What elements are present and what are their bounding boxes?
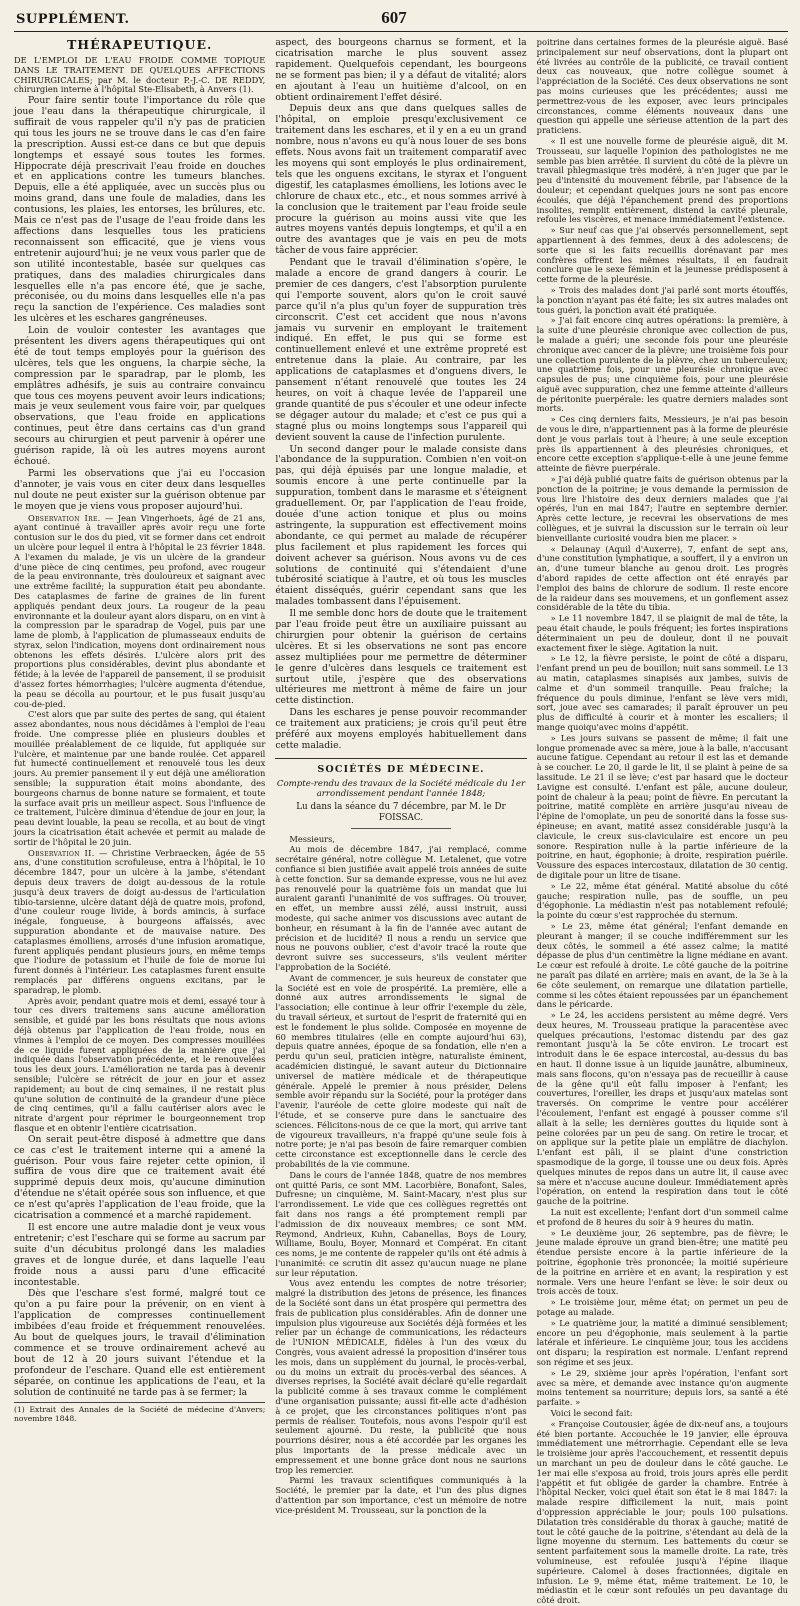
paragraph: » Le quatrième jour, la matité a diminué sensiblement; encore un peu d'égophonie, mais seulement à la partie latérale et inférieure. Le cinquième jour, tous les accidens ont disparu; la respiration est normale. L'enfant reprend son régime et ses jeux. [536, 1317, 788, 1367]
paragraph: aspect, des bourgeons charnus se forment, et la cicatrisation marche le plus souvent assez rapidement. Quelquefois cependant, les bourgeons ne se forment pas bien; il y a défaut de vitalité; alors en ajoutant à l'eau un huitième d'alcool, on en obtient ordinairement l'effet désiré. [275, 37, 527, 103]
paragraph: La nuit est excellente; l'enfant dort d'un sommeil calme et profond de 8 heures du soir à 9 heures du matin. [536, 1207, 788, 1227]
paragraph: » Sur neuf cas que j'ai observés personnellement, sept appartiennent à des femmes, deux à des adolescens; de sorte que si les faits recueillis dorénavant par mes confrères offrent les mêmes résultats, il en faudrait conclure que le sexe féminin et la jeunesse prédisposent à cette forme de la pleurésie. [536, 225, 788, 285]
page-number: 607 [381, 8, 407, 27]
paragraph: » Ces cinq derniers faits, Messieurs, je n'ai pas besoin de vous le dire, n'appartiennent pas à la forme de pleurésie dont je vous parlais tout à l'heure; à une seule exception près ils appartiennent à des pleurésies chroniques, et encore cette exception s'applique-t-elle à une jeune femme atteinte de fièvre puerpérale. [536, 414, 788, 474]
paragraph: » Le deuxième jour, 26 septembre, pas de fièvre; le jeune malade éprouve un grand bien-être; une matité peu étendue persiste encore à la partie inférieure de la poitrine, égophonie très prononcée; la moitié supérieure de la poitrine en arrière et en avant; la respiration y est normale. Vers une heure l'enfant se lève: le soir deux ou trois accès de toux. [536, 1227, 788, 1297]
paragraph: » Les jours suivans se passent de même; il fait une longue promenade avec sa mère, joue à la balle, n'accusant aucune fatigue. Cependant au retour il est las et demande à se coucher. Le 20, il garde le lit, il se plaint à peine de sa lassitude. Le 21 il se lève; c'est par hasard que le docteur Lavigne est consulté. L'enfant est pâle, aucune douleur, point de chaleur à la peau; point de fièvre. En percutant la poitrine, matité complète en arrière jusqu'au niveau de l'épine de l'omoplate, un peu de sonorité dans la fosse sus-épineuse; en avant, matité assez considérable jusqu'à la clavicule, le creux sus-claviculaire est encore un peu sonore. Respiration nulle à la partie inférieure de la poitrine, en haut, égophonie; à droite, respiration puérile. Voussure des espaces intercostaux, dilatation de 30 centig. de digitale pour un litre de tisane. [536, 732, 788, 880]
observation-2 [14, 849, 265, 996]
column-1 [14, 37, 266, 1424]
observation-1 [14, 514, 265, 710]
paragraph: Dans le cours de l'année 1848, quatre de nos membres ont quitté Paris, ce sont MM. Lacorbière, Bonafont, Sales, Dufresne; un cinquième, M. Saint-Macary, n'est plus sur l'arrondissement. Le vide que ces collègues regrettés ont fait dans nos rangs a été promptement rempli par l'admission de dix nouveaux membres; ce sont MM. Reymond, Andrieux, Kuhn, Cabanellas, Boys de Loury, Williame, Boulu, Boyer, Monnard et Compérat. En citant ces noms, je me contente de rappeler qu'ils ont été admis à l'unanimité: ce scrutin dit assez qu'aucun nuage ne plane sur leur réputation. [275, 1169, 527, 1278]
paragraph: Voici le second fait: [550, 1407, 633, 1418]
paragraph: » Le 22, même état général. Matité absolue du côté gauche; respiration nulle, pas de souffle, un peu d'égophonie. La médiastin n'est pas notablement refoulé; la pointe du cœur s'est rapprochée du sternum. [536, 880, 788, 921]
society-title: SOCIÉTÉS DE MÉDECINE. [317, 763, 485, 775]
paragraph: Parmi les travaux scientifiques communiqués à la Société, le premier par la date, et l'un des plus dignes d'attention par son importance, c'est un mémoire de notre vice-président M. Trousseau, sur la ponction de la [275, 1475, 527, 1515]
observation-text: — Jean Vingerhoets, âgé de 21 ans, ayant continué à travailler après avoir reçu une forte contusion sur le dos du pied, vit se former dans cet endroit un ulcère pour lequel il entra à l'hôpital le 23 février 1848. A l'examen du malade, je vis un ulcère de la grandeur d'une pièce de cinq centimes, peu profond, avec rougeur de la peau environnante, très douloureux et saignant avec une extrême facilité; la suppuration était peu abondante. Des cataplasmes de farine de graines de lin furent appliqués pendant deux jours. La rougeur de la peau environnante et la douleur ayant alors disparu, on en vint à la compression par le sparadrap de Vogel, puis par une lame de plomb, à l'application de plumasseaux enduits de styrax, selon l'indication, moyens dont ordinairement nous obtenons les effets désirés. L'ulcère alors prit des proportions plus considérables, devint plus abondante et fétide; à la levée de l'appareil de pansement, il se produisit d'assez fortes hémorrhagies; l'ulcère augmenta d'étendue, la peau se décolla au pourtour, et le pus fusait jusqu'au cou-de-pied. [14, 512, 266, 709]
paragraph: Parmi les observations que j'ai eu l'occasion d'annoter, je vais vous en citer deux dans lesquelles nul doute ne peut exister sur la guérison obtenue par le moyen que je viens vous proposer aujourd'hui. [14, 467, 266, 512]
society-subtitle: Compte-rendu des travaux de la Société médicale du 1er arrondissement pendant l'année 1848; [276, 778, 526, 799]
footnote: (1) Extrait des Annales de la Société de médecine d'Anvers; novembre 1848. [14, 1402, 265, 1423]
paragraph: » Le 29, sixième jour après l'opération, l'enfant sort avec sa mère, et demande avec instance qu'on augmente moins tentement sa nourriture; depuis lors, sa santé a été parfaite. » [536, 1367, 788, 1408]
paragraph: Dans les eschares je pense pouvoir recommander ce traitement aux praticiens; je crois qu'il peut être préféré aux moyens employés habituellement dans cette maladie. [275, 707, 527, 751]
section-divider [275, 758, 526, 759]
observation-text: — Christine Verbraecken, âgée de 55 ans, d'une constitution scrofuleuse, entra à l'hôpital, le 10 décembre 1847, pour un ulcère à la jambe, s'étendant depuis deux travers de doigt au-dessous de la rotule jusqu'à deux travers de doigt au-dessus de l'articulation tibio-tarsienne, ulcère datant déjà de quatre mois, profond, d'une couleur rouge livide, à bords amincis, à surface inégale, fongueuse, à bourgeons affaissés, avec suppuration abondante et de mauvaise nature. Des cataplasmes émolliens, arrosés d'une infusion aromatique, furent appliqués pendant plusieurs jours, en même temps que l'iodure de potassium et l'huile de foie de morue lui furent donnés à l'intérieur. Les cataplasmes furent ensuite remplacés par différens onguens excitans, par le sparadrap, le plomb. [14, 847, 266, 995]
paragraph: Après avoir, pendant quatre mois et demi, essayé tour à tour ces divers traitemens sans aucune amélioration sensible, et guidé par les bons résultats que nous avions déjà obtenus par l'application de l'eau froide, nous en vînmes à l'emploi de ce moyen. Des compresses mouillées de ce liquide furent appliquées de la manière que j'ai indiquée dans l'observation précédente, et le renouvelées tous les deux jours. L'amélioration ne tarda pas à devenir sensible; l'ulcère se rétrécit de jour en jour et assez rapidement; au bout de cinq semaines, il ne restait plus qu'une solution de continuité de la grandeur d'une pièce de cinq centimes, qu'il a fallu cautériser alors avec le nitrate d'argent pour réprimer le bourgeonnement trop flasque et en obtenir l'entière cicatrisation. [14, 995, 266, 1133]
observation-lead: Observation II. [28, 847, 95, 858]
paragraph: Depuis deux ans que dans quelques salles de l'hôpital, on emploie presqu'exclusivement ce traitement dans les eschares, et il y en a eu un grand nombre, nous n'avons eu qu'à nous louer de ses bons effets. Nous avons fait un traitement comparatif avec les moyens qui sont employés le plus ordinairement, tels que les onguens excitans, le styrax et l'onguent digestif, les cataplasmes émolliens, les lotions avec le chlorure de chaux etc., etc., et nous sommes arrivé à la conclusion que le traitement par l'eau froide seule procure la guérison au moins aussi vite que les autres moyens vantés depuis longtemps, et qu'il a en outre des avantages que je vais en peu de mots tâcher de vous faire apprécier. [275, 103, 527, 257]
paragraph: Au mois de décembre 1847, j'ai remplacé, comme secrétaire général, notre collègue M. Letalenet, que votre confiance si bien justifiée avait appelé trois années de suite à cette fonction. Sur sa demande expresse, vous ne lui avez pas renouvelé pour la quatrième fois un mandat que lui auraient garanti l'unanimité de vos suffrages. Où trouver, en effet, un membre aussi zélé, aussi instruit, aussi modeste, qui sache animer vos discussions avec autant de bonheur, en résumant à la fin de l'année avec autant de précision et de lucidité? Il nous a rendu un service que nous ne pouvons oublier, c'est d'avoir tracé la route que devront suivre ses successeurs, s'ils veulent mériter l'approbation de la Société. [275, 844, 527, 972]
paragraph: » Le 12, la fièvre persiste, le point de côté a disparu, l'enfant prend un peu de bouillon; nuit sans sommeil. Le 13 au matin, cataplasmes sinapisés aux jambes, suivis de calme et d'un sommeil tranquille. Peau fraîche; la fréquence du pouls diminue, l'enfant se lève vers midi, sort, joue avec ses camarades; il paraît éprouver un peu plus de difficulté à courir et à monter les escaliers; il mange quoiqu'avec moins d'appétit. [536, 653, 788, 732]
paragraph: Pour faire sentir toute l'importance du rôle que joue l'eau dans la thérapeutique chirurgicale, il suffirait de vous rappeler qu'il n'y pas de praticien qui tous les jours ne se trouve dans le cas d'en faire la prescription. Aussi est-ce dans ce but que depuis longtemps et essayé sous toutes les formes. Hippocrate déjà prescrivait l'eau froide en douches et en applications contre les tumeurs blanches. Depuis, elle a été appliquée, avec un succès plus ou moins grand, dans une foule de maladies, dans les contusions, les plaies, les entorses, les brûlures, etc. Mais ce n'est pas de l'usage de l'eau froide dans les affections dans lesquelles tous les praticiens reconnaissent son efficacité, que je viens vous entretenir aujourd'hui; je ne veux vous parler que de son utilité incontestable, basée sur quelques cas pratiques, dans des maladies chirurgicales dans lesquelles elle n'a pas encore été, que je sache, préconisée, ou du moins dans lesquelles elle n'a pas reçu la sanction de l'expérience. Ces maladies sont les ulcères et les eschares gangréneuses. [14, 95, 266, 325]
paragraph: » J'ai déjà publié quatre faits de guérison obtenus par la ponction de la poitrine; je vous demande la permission de vous lire l'histoire des deux derniers malades que j'ai opérés, l'un en mai 1847; l'autre en septembre dernier. Après cette lecture, je recevrai les observations de mes collègues, et je suivrai la discussion sur le terrain où leur bienveillante curiosité voudra bien me placer. » [536, 474, 788, 543]
paragraph: Messieurs, [289, 833, 336, 844]
observation-lead: Observation Ire. [28, 512, 101, 523]
paragraph: » Trois des malades dont j'ai parlé sont morts étouffés, la ponction n'ayant pas été faite; les six autres malades ont tous guéri, la ponction avait été pratiquée. [536, 284, 788, 315]
short-divider [351, 828, 452, 829]
paragraph: » Le troisième jour, même état; on permet un peu de potage au malade. [536, 1297, 788, 1317]
supplement-label: SUPPLÉMENT. [16, 12, 130, 27]
article-title: DE L'EMPLOI DE L'EAU FROIDE COMME TOPIQUE DANS LE TRAITEMENT DE QUELQUES AFFECTIONS CHIRURGICALES; par M. le docteur P.-J.-C. DE REDDY, chirurgien interne à l'hôpital Ste-Elisabeth, à Anvers (1). [14, 54, 266, 95]
paragraph: « Delaunay (Aquil d'Auxerre), 7, enfant de sept ans, d'une constitution lymphatique, a souffert, il y a environ un an, d'une tumeur blanche au genou droit. Les progrès d'abord rapides de cette affection ont été enrayés par l'emploi des bains de chlorure de sodium. Il reste encore de la raideur dans ses mouvemens, et un gonflement assez considérable de la tête du tibia. [536, 543, 788, 613]
paragraph: poitrine dans certaines formes de la pleurésie aiguë. Basé principalement sur neuf observations, dont la plupart ont été livrées au contrôle de la publicité, ce travail contient deux cas nouveaux, que notre collègue soumet à l'appréciation de la Société. Ces deux observations ne sont pas moins curieuses que les précédentes; aussi me permettrez-vous de les exposer, avec leurs principales circonstances, comme éléments nouveaux dans une question qui appelle une sérieuse attention de la part des praticiens. [536, 37, 788, 136]
column-3 [536, 37, 788, 1606]
paragraph: Vous avez entendu les comptes de notre trésorier; malgré la distribution des jetons de présence, les finances de la Société sont dans un état prospère qui permettra des frais de publication plus considérables. Afin de donner une impulsion plus vigoureuse aux Sociétés déjà formées et les relier par un échange de communications, les rédacteurs de l'UNION MÉDICALE, fidèles à l'un des vœux du Congrès, vous avaient adressé la proposition d'insérer tous les mois, dans un supplément du journal, le procès-verbal, ou du moins un extrait du procès-verbal des séances. A diverses reprises, la Société avait déclaré qu'elle regardait la publicité comme à ses travaux comme le complément d'une organisation puissante; aussi fit-elle acte d'adhésion à ce projet, que les circonstances politiques n'ont pas permis de réaliser. Toutefois, nous avons l'espoir qu'il est seulement ajourné. Du reste, la publicité que nous pourrions désirer, nous a été accordée par les organes les plus importants de la presse médicale avec un empressement et une bonne grâce dont nous ne saurions trop les remercier. [275, 1278, 527, 1475]
paragraph: Avant de commencer, je suis heureux de constater que la Société est en voie de prospérité. La première, elle a donné aux autres arrondissements le signal de l'association; elle continue à leur offrir l'exemple du zèle, du travail sérieux, et surtout de l'esprit de fraternité qui en est le fondement le plus solide. Composée en moyenne de 60 membres titulaires (elle en compte aujourd'hui 63), depuis quatre années, époque de sa fondation, elle n'en a perdu qu'un seul, praticien intègre, naturaliste éminent, académicien distingué, le savant auteur du Dictionnaire universel de matière médicale et de thérapeutique générale. Appelé le premier à nous présider, Delens semble avoir répandu sur la Société, pour la protéger dans l'avenir, l'auréole de cette gloire modeste qui naît de l'étude, et se conserve pure dans le sanctuaire des sciences. Félicitons-nous de ce que la mort, qui arrive tant de vigoureux travailleurs, n'a frappé qu'une seule fois à notre porte; je n'ai pas besoin de faire remarquer combien cette circonstance est exceptionnelle dans le cercle des probabilités de la vie commune. [275, 972, 527, 1169]
paragraph: » Le 23, même état général; l'enfant demande en pleurant à manger; il se couche indifféremment sur les deux côtés, le sommeil a été assez calme; la matité dépasse de plus d'un centimètre la ligne médiane en avant. Le cœur est refoulé à droite. Le côté gauche de la poitrine ne paraît pas dilaté en arrière; mais en avant, de la 3e à la 6e côte seulement, on remarque une dilatation partielle, comme si les côtes étaient repoussées par un épanchement dans le péricarde. [536, 920, 788, 1010]
paragraph: » Le 11 novembre 1847, il se plaignit de mal de tête, la peau était chaude, le pouls fréquent; les fortes inspirations déterminaient un peu de douleur, dont il ne pouvait exactement fixer le siège. Agitation la nuit. [536, 613, 788, 653]
section-title: THÉRAPEUTIQUE. [66, 37, 213, 52]
paragraph: C'est alors que par suite des pertes de sang, qui étaient assez abondantes, nous nous décidâmes à l'emploi de l'eau froide. Une compresse pliée en plusieurs doubles et mouillée préalablement de ce liquide, fut appliquée sur l'ulcère, et maintenue par une bande roulée. Cet appareil fut humecté continuellement et renouvelé tous les deux jours. Au premier pansement il y eut déjà une amélioration sensible; la suppuration était moins abondante, des bourgeons charnus de bonne nature se formaient, et toute la surface avait pris un meilleur aspect. Sous l'influence de ce traitement, l'ulcère diminua d'étendue de jour en jour, la peau devint louable, la peau se recolla, et au bout de vingt jours la cicatrisation était achevée et permit au malade de sortir de l'hôpital le 20 juin. [14, 709, 266, 847]
paragraph: « Il est une nouvelle forme de pleurésie aiguë, dit M. Trousseau, sur laquelle l'opinion des pathologistes ne me semble pas bien arrêtée. Il survient du côté de la plèvre un travail phlegmasique très modéré, à n'en juger que par le peu d'intensité du mouvement fébrile, par l'absence de la douleur; et cependant quelques jours ne sont pas encore écoulés, que déjà l'épanchement prend des proportions insolites, remplit entièrement, distend la cavité pleurale, refoule les viscères, et menace immédiatement l'existence. [536, 135, 788, 225]
paragraph: On serait peut-être disposé à admettre que dans ce cas c'est le traitement interne qui a amené la guérison. Pour vous faire rejeter cette opinion, il suffira de vous dire que ce traitement avait été supprimé depuis deux mois, qu'aucune diminution d'étendue ne s'était opérée sous son influence, et que ce n'est qu'après l'application de l'eau froide, que la cicatrisation a commencé et a marché rapidement. [14, 1133, 266, 1222]
society-date: Lu dans la séance du 7 décembre, par M. le Dr FOISSAC. [296, 801, 506, 823]
paragraph: » J'ai fait encore cinq autres opérations: la première, à la suite d'une pleurésie chronique avec collection de pus, le malade a guéri; une seconde fois pour une pleurésie chronique avec cancer de la plèvre; une troisième fois pour une collection purulente de la plèvre, chez un tuberculeux; une quatrième fois, pour une pleurésie chronique avec capsules de pus; une cinquième fois, pour une pleurésie aiguë avec suppuration, chez une femme atteinte d'ailleurs de péritonite puerpérale: les quatre derniers malades sont morts. [536, 315, 788, 414]
columns [14, 37, 788, 1606]
paragraph: Il est encore une autre maladie dont je veux vous entretenir; c'est l'eschare qui se forme au sacrum par suite d'un décubitus prolongé dans les maladies graves et de longue durée, et dans laquelle l'eau froide nous a aussi paru d'une efficacité incontestable. [14, 1221, 266, 1288]
running-head [14, 8, 788, 32]
paragraph: « Françoise Coutousier, âgée de dix-neuf ans, a toujours été bien portante. Accouchée le 19 janvier, elle éprouva immédiatement une métrorrhagie. Cependant elle se leva le troisième jour après l'accouchement, et ressentit depuis un marchant un peu de douleur dans le côté gauche. Le 1er mai elle s'exposa au froid, trois jours après elle perdit l'appétit et fut obligée de garder la chambre. Entrée à l'hôpital Necker, voici quel était son état le 8 mai 1847: la malade respire difficilement la nuit, mais point d'oppression appréciable le jour; pouls 100 pulsations. Dilatation très considérable du thorax à gauche; matité de tout le côté gauche de la poitrine, s'étendant au delà de la ligne moyenne du sternum. Les battements du cœur se sentent parfaitement sous la mamelle droite. La rate, très volumineuse, est refoulée jusqu'à l'épine iliaque supérieure. Calomel à doses fractionnées, digitale en infusion. Le 9, même état, même traitement. Le 10, le médiastin et le cœur sont refoulés un peu davantage du côté droit. [536, 1418, 788, 1606]
paragraph: Il me semble donc hors de doute que le traitement par l'eau froide peut être un auxiliaire puissant au chirurgien pour obtenir la guérison de certains ulcères. Et si les observations ne sont pas encore assez multipliées pour me permettre de déterminer le genre d'ulcères dans lesquels ce traitement est surtout utile, j'espère que des observations ultérieures me mettront à même de faire un jour cette distinction. [275, 608, 527, 707]
column-2 [275, 37, 527, 1515]
paragraph: Dès que l'eschare s'est formé, malgré tout ce qu'on a pu faire pour la prévenir, on en vient à l'application de compresses continuellement imbibées d'eau froide et fréquemment renouvelées. Au bout de quelques jours, le travail d'élimination commence et se trouve ordinairement achevé au bout de 12 à 20 jours suivant l'étendue et la profondeur de l'eschare. Quand elle est entièrement séparée, on continue les applications de l'eau, et la solution de continuité ne tarde pas à se fermer; la [14, 1288, 266, 1398]
paragraph: Loin de vouloir contester les avantages que présentent les divers agens thérapeutiques qui ont été de tout temps employés pour la guérison des ulcères, tels que les onguens, la charpie sèche, la compression par le sparadrap, par le plomb, les emplâtres adhésifs, je suis au contraire convaincu que tous ces moyens peuvent avoir leurs indications; mais je veux seulement vous faire voir, par quelques observations, que l'eau froide en applications continues, peut être dans certains cas d'un grand secours au chirurgien et peut parvenir à opérer une guérison rapide, là où les autres moyens auront échoué. [14, 325, 266, 467]
paragraph: » Le 24, les accidens persistent au même degré. Vers deux heures, M. Trousseau pratique la paracentèse avec quelques précautions, l'estomac distendu par des gaz remontant jusqu'à la 5e côte environ. Le trocart est introduit dans le 6e espace intercostal, au-dessus du bas en haut. Il donne issue à un liquide jaunâtre, albumineux, mais sans flocons, qu'on n'essaya pas de recueillir à cause de la gêne qu'il eût fallu imposer à l'enfant; les couvertures, l'oreiller, les draps et jusqu'aux matelas sont traversés. On comprime le ventre pour accélérer l'écoulement, l'enfant est engagé à pousser comme s'il allait à la selle; les dernières gouttes du liquide sont à peine colorées par un peu de sang. On retire le trocar, et on applique sur la petite plaie un emplâtre de diachylon. L'enfant est pâli, il se plaint d'une constriction spasmodique de la gorge, il tousse une ou deux fois. Après quelques minutes de repos dans un autre lit, il cause avec sa mère et n'accuse aucune douleur. Immédiatement après l'opération, on entend la respiration dans tout le côté gauche de la poitrine. [536, 1010, 788, 1207]
paragraph: Pendant que le travail d'élimination s'opère, le malade a encore de grand dangers à courir. Le premier de ces dangers, c'est l'absorption purulente qui l'emporte souvent, alors qu'on le croit sauvé parce qu'il n'a plus qu'un foyer de suppuration très circonscrit. C'est cet accident que nous n'avons jamais vu survenir en employant le traitement indiqué. En effet, le pus qui se forme est continuellement enlevé et une extrême propreté est entretenue dans la plaie. Au contraire, par les applications de cataplasmes et d'onguens divers, le pansement n'étant renouvelé que toutes les 24 heures, on voit à chaque levée de l'appareil une grande quantité de pus s'écouler et une odeur infecte se dégager autour du malade; et c'est ce pus qui a stagné plus ou moins longtemps sous l'appareil qui devient souvent la cause de l'infection purulente. [275, 257, 527, 443]
paragraph: Un second danger pour le malade consiste dans l'abondance de la suppuration. Combien n'en voit-on pas, qui déjà épuisés par une longue maladie, et soumis encore à une perte continuelle par la suppuration, tombent dans le marasme et s'éteignent graduellement. Or, par l'application de l'eau froide, douée d'une action tonique et plus ou moins astringente, la suppuration est effectivement moins abondante, ce qui permet au malade de récupérer plus facilement et plus rapidement les forces qui doivent achever sa guérison. Nous avons vu de ces solutions de continuité qui s'étendaient d'une tubérosité sciatique à l'autre, et où tous les muscles étaient disséqués, guérir cependant sans que les malades tombassent dans l'épuisement. [275, 443, 527, 608]
